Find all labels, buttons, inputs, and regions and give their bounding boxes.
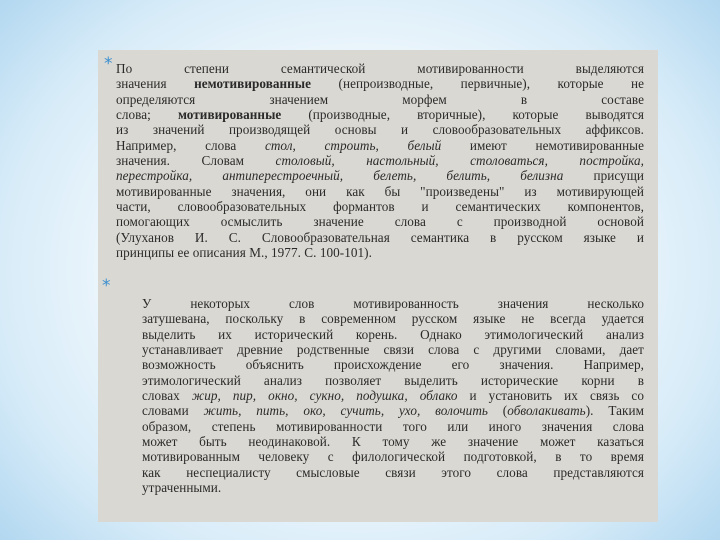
text-line	[116, 199, 644, 214]
text-run: мотивированные значения, они как бы "произведены" из мотивирующей	[116, 183, 644, 199]
text-run: и установить их связь со	[457, 388, 644, 404]
text-line	[116, 357, 644, 372]
text-run: принципы ее описания М., 1977. С. 100-101).	[116, 245, 372, 261]
text-line	[116, 76, 644, 91]
text-line	[116, 168, 644, 183]
text-line	[116, 153, 644, 168]
text-line	[116, 107, 644, 122]
text-run: образом, степень мотивированности того или иного значения слова	[142, 418, 644, 434]
text-run: значения	[116, 76, 195, 92]
bold-term: немотивированные	[194, 76, 312, 92]
text-run: У некоторых слов мотивированность значения несколько	[142, 296, 644, 311]
text-line	[116, 214, 644, 229]
text-run: помогающих осмыслить значение слова с производной основой	[116, 214, 644, 230]
italic-example: перестройка, антиперестроечный, белеть, белить, белизна	[116, 168, 564, 184]
text-run: присущи	[563, 168, 645, 184]
text-line	[116, 92, 644, 107]
text-line	[116, 245, 644, 260]
text-line	[116, 419, 644, 434]
paragraph-motivation-degrees	[116, 61, 644, 260]
text-line	[116, 480, 644, 495]
text-run: утраченными.	[142, 480, 222, 496]
text-run: мотивированным человеку с филологической подготовкой, в то время	[142, 449, 644, 465]
text-line	[116, 403, 644, 418]
text-run: ). Таким	[585, 403, 644, 419]
bold-term: мотивированные	[177, 107, 282, 123]
bullet-star-icon: *	[104, 54, 113, 74]
text-run: (непроизводные, первичные), которые не	[311, 76, 645, 92]
text-line	[116, 449, 644, 464]
text-line	[116, 434, 644, 449]
text-line	[116, 388, 644, 403]
text-run: из значений производящей основы и словообразовательных аффиксов.	[116, 122, 644, 138]
text-run: Например, слова	[116, 137, 265, 153]
text-line	[116, 184, 644, 199]
text-run: определяются значением морфем в составе	[116, 91, 644, 107]
paragraph-etymology	[116, 296, 644, 495]
italic-example: жить, пить, око, сучить, ухо, волочить	[203, 403, 488, 419]
text-run: устанавливает древние родственные связи слова с другими словами, дает	[142, 342, 644, 358]
text-line	[116, 373, 644, 388]
text-line	[116, 230, 644, 245]
text-run: (	[487, 403, 508, 419]
text-run: значения. Словам	[116, 153, 276, 169]
italic-example: обволакивать	[507, 403, 586, 419]
text-run: возможность объяснить происхождение его значения. Например,	[142, 357, 644, 373]
text-line	[116, 311, 644, 326]
text-run: (производные, вторичные), которые выводятся	[281, 107, 644, 123]
text-line	[116, 296, 644, 311]
text-run: как неспециалисту смысловые связи этого слова представляются	[142, 464, 644, 480]
text-run: части, словообразовательных формантов и семантических компонентов,	[116, 199, 644, 215]
text-run: этимологический анализ позволяет выделить исторические корни в	[142, 372, 644, 388]
text-run: (Улуханов И. С. Словообразовательная семантика в русском языке и	[116, 229, 644, 245]
text-run: имеют немотивированные	[441, 137, 644, 153]
text-run: словами	[142, 403, 204, 419]
text-line	[116, 342, 644, 357]
text-line	[116, 465, 644, 480]
text-line	[116, 61, 644, 76]
italic-example: жир, пир, окно, сукно, подушка, облако	[191, 388, 458, 404]
bullet-star-icon: *	[102, 276, 111, 296]
text-line	[116, 138, 644, 153]
text-run: может быть неодинаковой. К тому же значение может казаться	[142, 434, 644, 450]
text-run: словах	[142, 388, 192, 404]
text-run: затушевана, поскольку в современном русском языке не всегда удается	[142, 311, 644, 327]
text-run: По степени семантической мотивированности выделяются	[116, 61, 644, 76]
italic-example: стол, строить, белый	[264, 137, 442, 153]
text-run: слова;	[116, 107, 178, 123]
text-line	[116, 327, 644, 342]
text-line	[116, 122, 644, 137]
text-run: выделить их исторический корень. Однако этимологический анализ	[142, 326, 644, 342]
italic-example: столовый, настольный, столоваться, постройка,	[275, 153, 644, 169]
